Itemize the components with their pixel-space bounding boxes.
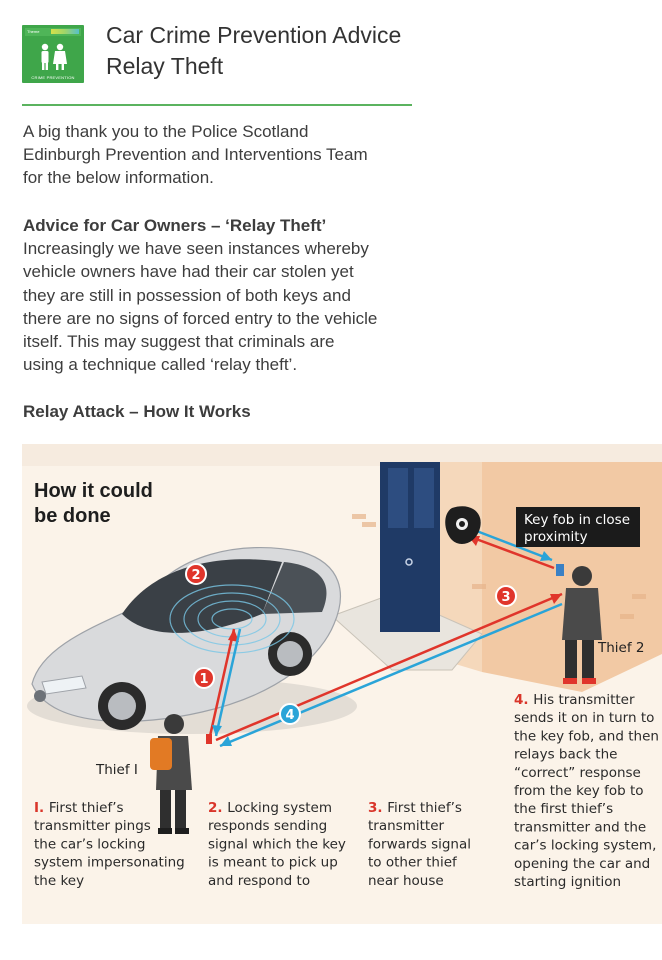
intro-paragraph [23,120,423,190]
infographic-title-line-1: How it could [34,480,153,502]
intro-line: for the below information. [23,168,214,188]
advice-line: vehicle owners have had their car stolen yet [23,262,354,282]
step-number: I. [34,800,49,816]
thief-1-label: Thief I [96,762,138,778]
advice-line: they are still in possession of both keys and [23,285,351,305]
step-number: 2. [208,800,228,816]
header-divider [22,104,412,106]
advice-heading: Advice for Car Owners – ‘Relay Theft’ [23,216,327,235]
infographic-svg [22,444,662,924]
advice-line: Increasingly we have seen instances whereby [23,239,369,259]
callout-line-2: proximity [524,529,588,545]
title-line-2: Relay Theft [106,53,224,79]
svg-text:4: 4 [285,708,295,723]
svg-text:1: 1 [199,672,209,687]
step-caption-3: 3. First thief’s transmitter forwards signal to other thief near house [368,800,472,889]
advice-section [23,214,423,376]
page-title [106,20,401,82]
intro-line: A big thank you to the Police Scotland [23,122,309,141]
logo-tag: CRIME PREVENTION [31,75,75,80]
step-marker-2 [186,564,206,584]
step-number: 4. [514,692,534,708]
crime-prevention-logo [22,25,84,83]
advice-line: itself. This may suggest that criminals are [23,332,335,352]
step-number: 3. [368,800,388,816]
infographic-title-line-2: be done [34,505,111,527]
step-marker-4 [280,704,300,724]
step-caption-4: 4. His transmitter sends it on in turn to the key fob, and then relays back the “correct” response from the key fob to the first thief’s transmitter and the car’s locking system, opening the car and starting ignition [514,692,659,890]
title-line-1: Car Crime Prevention Advice [106,22,402,48]
svg-text:2: 2 [191,568,201,583]
thief-backpack [150,738,172,770]
advice-line: using a technique called ‘relay theft’. [23,355,298,375]
svg-text:3: 3 [501,590,511,605]
relay-attack-infographic [22,444,662,924]
relay-heading: Relay Attack – How It Works [23,402,251,421]
step-marker-1 [194,668,214,688]
step-marker-3 [496,586,516,606]
thief-2-label: Thief 2 [598,640,645,656]
step-caption-1: I. First thief’s transmitter pings the car’s locking system impersonating the key [34,800,185,889]
advice-line: there are no signs of forced entry to the vehicle [23,308,378,328]
car-badge [34,690,46,702]
intro-line: Edinburgh Prevention and Interventions Team [23,145,368,165]
step-caption-2: 2. Locking system responds sending signal which the key is meant to pick up and respond to [208,800,346,889]
callout-line-1: Key fob in close [524,512,631,528]
logo-small-text: Theme [27,29,40,34]
